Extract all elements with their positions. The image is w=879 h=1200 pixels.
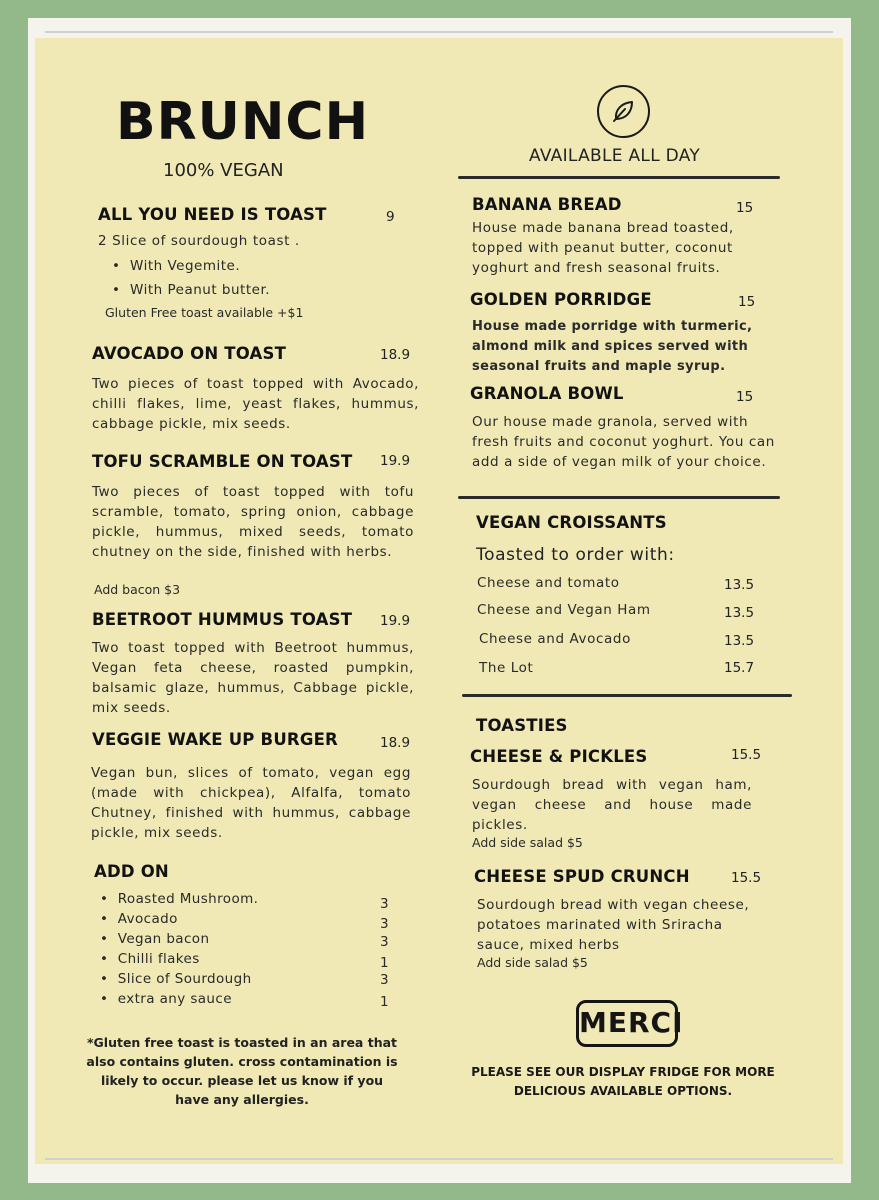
divider [462, 694, 792, 697]
item-price-granola: 15 [736, 389, 754, 405]
item-title-tofu: TOFU SCRAMBLE ON TOAST [92, 452, 353, 471]
addon-price: 3 [380, 916, 389, 932]
item-price-burger: 18.9 [380, 735, 411, 751]
list-item: • Avocado [100, 911, 178, 927]
available-all-day: AVAILABLE ALL DAY [529, 146, 701, 166]
croissants-title: VEGAN CROISSANTS [476, 513, 667, 532]
list-item: • With Vegemite. [112, 258, 241, 274]
merci-logo: MERCI [576, 1000, 678, 1047]
list-item: • Chilli flakes [100, 951, 200, 967]
item-title-porridge: GOLDEN PORRIDGE [470, 290, 652, 309]
item-desc-avocado: Two pieces of toast topped with Avocado, chilli flakes, lime, yeast flakes, hummus, cabbage pickle, mix seeds. [92, 376, 419, 432]
fridge-note: PLEASE SEE OUR DISPLAY FRIDGE FOR MORE DELICIOUS AVAILABLE OPTIONS. [471, 1065, 775, 1098]
list-item: • extra any sauce [100, 991, 232, 1007]
croissants-intro: Toasted to order with: [476, 545, 675, 565]
item-price-avocado: 18.9 [380, 347, 411, 363]
leaf-icon [597, 85, 650, 138]
list-item: • Roasted Mushroom. [100, 891, 259, 907]
item-title-burger: VEGGIE WAKE UP BURGER [92, 730, 338, 749]
divider [458, 176, 780, 179]
item-addon-pickles: Add side salad $5 [472, 835, 583, 850]
item-desc-porridge: House made porridge with turmeric, almond milk and spices served with seasonal fruits and maple syrup. [472, 319, 753, 374]
item-desc-pickles: Sourdough bread with vegan ham, vegan cheese and house made pickles. [472, 777, 752, 833]
item-title-banana: BANANA BREAD [472, 195, 622, 214]
list-item: • Vegan bacon [100, 931, 210, 947]
item-price-porridge: 15 [738, 294, 756, 310]
item-price-banana: 15 [736, 200, 754, 216]
addon-title: ADD ON [94, 862, 169, 881]
item-desc-beetroot: Two toast topped with Beetroot hummus, Vegan feta cheese, roasted pumpkin, balsamic glaze, hummus, Cabbage pickle, mix seeds. [92, 640, 414, 716]
item-note-toast: Gluten Free toast available +$1 [105, 305, 304, 320]
divider [45, 31, 833, 33]
item-title-pickles: CHEESE & PICKLES [470, 747, 648, 766]
item-desc-burger: Vegan bun, slices of tomato, vegan egg (made with chickpea), Alfalfa, tomato Chutney, finished with hummus, cabbage pickle, mix seeds. [91, 765, 411, 841]
list-item: The Lot [479, 660, 534, 676]
divider [458, 496, 780, 499]
item-price-tofu: 19.9 [380, 453, 411, 469]
item-title-spud: CHEESE SPUD CRUNCH [474, 867, 690, 886]
item-price-pickles: 15.5 [731, 747, 762, 763]
list-item-price: 15.7 [724, 660, 755, 676]
item-title-granola: GRANOLA BOWL [470, 384, 624, 403]
list-item: • With Peanut butter. [112, 282, 271, 298]
item-desc-granola: Our house made granola, served with fresh fruits and coconut yoghurt. You can add a side of vegan milk of your choice. [472, 414, 775, 470]
gluten-note: *Gluten free toast is toasted in an area that also contains gluten. cross contamination is likely to occur. please let us know if you have any allergies. [86, 1035, 398, 1107]
item-price-beetroot: 19.9 [380, 613, 411, 629]
list-item: Cheese and Vegan Ham [477, 602, 651, 618]
list-item: • Slice of Sourdough [100, 971, 252, 987]
item-price-toast: 9 [386, 209, 395, 225]
list-item: Cheese and tomato [477, 575, 620, 591]
item-price-spud: 15.5 [731, 870, 762, 886]
menu-subtitle: 100% VEGAN [163, 160, 284, 181]
list-item-price: 13.5 [724, 605, 755, 621]
list-item-price: 13.5 [724, 577, 755, 593]
list-item: Cheese and Avocado [479, 631, 631, 647]
addon-price: 3 [380, 934, 389, 950]
item-desc-spud: Sourdough bread with vegan cheese, potatoes marinated with Sriracha sauce, mixed herbs [477, 897, 750, 953]
item-addon-spud: Add side salad $5 [477, 955, 588, 970]
addon-price: 1 [380, 955, 389, 971]
toasties-title: TOASTIES [476, 716, 568, 735]
item-title-avocado: AVOCADO ON TOAST [92, 344, 287, 363]
item-title-beetroot: BEETROOT HUMMUS TOAST [92, 610, 353, 629]
item-title-toast: ALL YOU NEED IS TOAST [98, 205, 327, 224]
addon-price: 3 [380, 972, 389, 988]
item-desc-tofu: Two pieces of toast topped with tofu scramble, tomato, spring onion, cabbage pickle, hummus, mixed seeds, tomato chutney on the side, finished with herbs. [92, 484, 414, 560]
addon-price: 3 [380, 896, 389, 912]
leaf-icon-svg [610, 98, 636, 124]
item-desc-banana: House made banana bread toasted, topped with peanut butter, coconut yoghurt and fresh seasonal fruits. [472, 220, 734, 276]
addon-price: 1 [380, 994, 389, 1010]
divider [45, 1158, 833, 1160]
list-item-price: 13.5 [724, 633, 755, 649]
item-desc-toast: 2 Slice of sourdough toast . [98, 233, 300, 249]
item-addon-tofu: Add bacon $3 [94, 582, 181, 597]
menu-title: BRUNCH [116, 92, 370, 152]
